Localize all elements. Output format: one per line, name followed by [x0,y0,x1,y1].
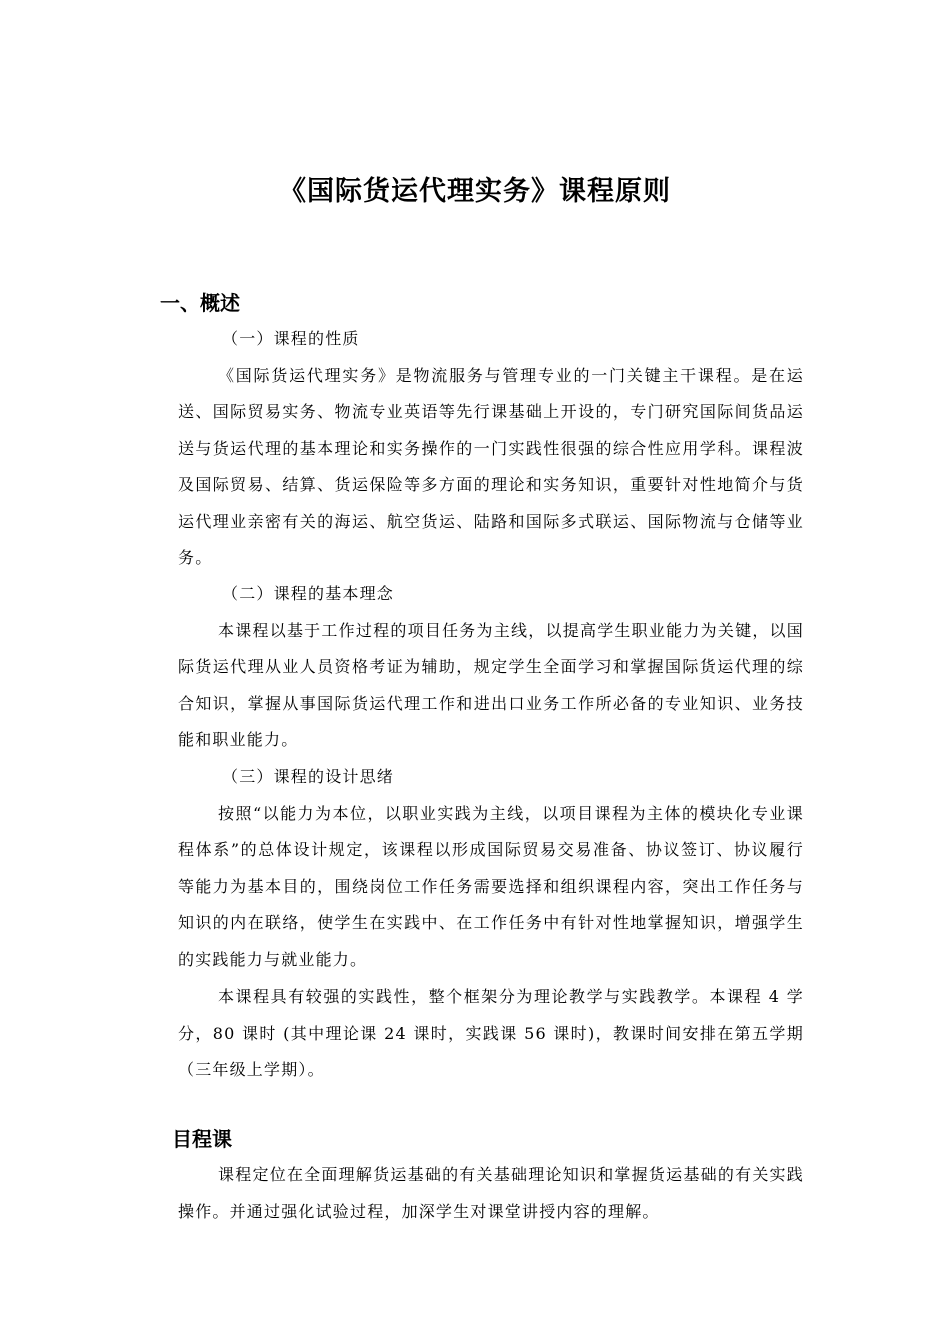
document-title: 《国际货运代理实务》课程原则 [279,176,671,207]
paragraph-basic-concept: 本课程以基于工作过程的项目任务为主线，以提高学生职业能力为关键，以国际货运代理从业人员资格考证为辅助，规定学生全面学习和掌握国际货运代理的综合知识，掌握从事国际货运代理工作和进出口业务工作所必备的专业知识、业务技能和职业能力。 [178,620,804,749]
paragraph-course-credits: 本课程具有较强的实践性，整个框架分为理论教学与实践教学。本课程 4 学分，80 课时 (其中理论课 24 课时，实践课 56 课时)，教课时间安排在第五学期（三年级上学期）。 [178,987,804,1079]
section-heading-overview: 一、概述 [160,291,240,315]
section-course-goal [178,1157,804,1230]
subheading-course-nature: （一）课程的性质 [222,329,360,348]
paragraph-course-goal: 课程定位在全面理解货运基础的有关基础理论知识和掌握货运基础的有关实践操作。并通过强化试验过程，加深学生对课堂讲授内容的理解。 [178,1165,804,1221]
paragraph-course-nature: 《国际货运代理实务》是物流服务与管理专业的一门关键主干课程。是在运送、国际贸易实务、物流专业英语等先行课基础上开设的，专门研究国际间货品运送与货运代理的基本理论和实务操作的一门实践性很强的综合性应用学科。课程波及国际贸易、结算、货运保险等多方面的理论和实务知识，重要针对性地简介与货运代理业亲密有关的海运、航空货运、陆路和国际多式联运、国际物流与仓储等业务。 [178,365,804,567]
subheading-basic-concept: （二）课程的基本理念 [222,584,395,603]
section-nature [178,321,804,577]
section-basic-concept [178,576,804,759]
section-course-practice [178,979,804,1089]
paragraph-design-thinking: 按照“以能力为本位，以职业实践为主线，以项目课程为主体的模块化专业课程体系”的总体设计规定，该课程以形成国际贸易交易准备、协议签订、协议履行等能力为基本目的，围绕岗位工作任务需要选择和组织课程内容，突出工作任务与知识的内在联络，使学生在实践中、在工作任务中有针对性地掌握知识，增强学生的实践能力与就业能力。 [178,803,804,969]
section-heading-course-goal: 目程课 [172,1127,232,1151]
subheading-design-thinking: （三）课程的设计思绪 [222,767,395,786]
section-design-thinking [178,759,804,978]
